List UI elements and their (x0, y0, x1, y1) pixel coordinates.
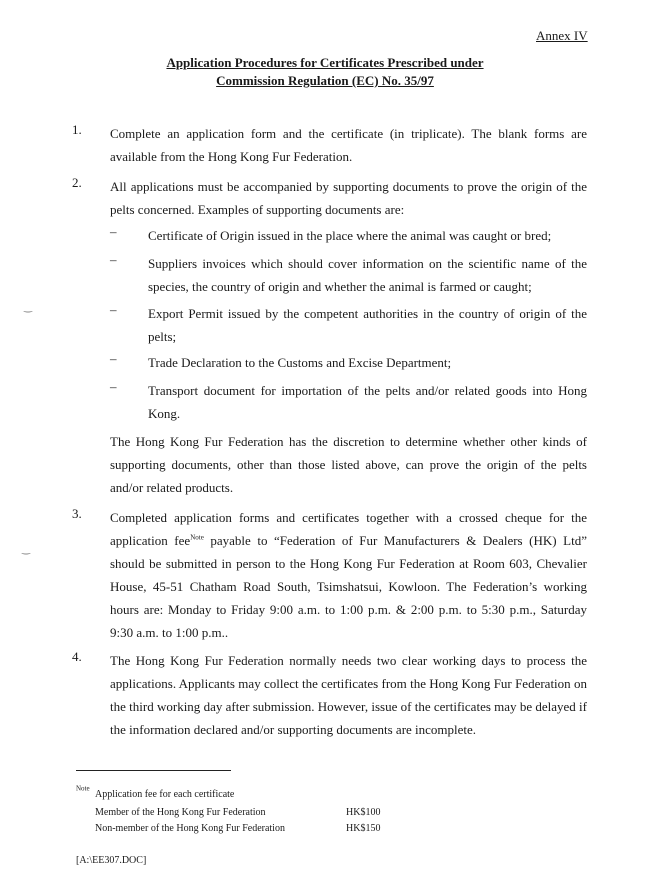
item-text-part-b: payable to “Federation of Fur Manufacturers & Dealers (HK) Ltd” should be submitted in person to the Hong Kong Fur Federation at Room 603, Chevalier House, 45-51 Chatham Road South, Tsimshatsui, Kowloon. The Federation’s working hours are: Monday to Friday 9:00 a.m. to 1:00 p.m. & 2:00 p.m. to 5:30 p.m., Saturday 9:30 a.m. to 1:00 p.m.. (110, 533, 587, 640)
dash-bullet: – (110, 379, 117, 394)
footnote-divider (76, 770, 231, 771)
item-text: All applications must be accompanied by supporting documents to prove the origin of the pelts concerned. Examples of supporting documents are: (110, 179, 587, 217)
item-text: Complete an application form and the certificate (in triplicate). The blank forms are available from the Hong Kong Fur Federation. (110, 126, 587, 164)
fee-row-amount: HK$100 (346, 807, 381, 818)
dash-bullet: – (110, 224, 117, 239)
file-reference: [A:\EE307.DOC] (76, 855, 147, 866)
footnote-note-mark: Note (76, 784, 90, 793)
discretion-text: The Hong Kong Fur Federation has the discretion to determine whether other kinds of supporting documents, other than those listed above, can prove the origin of the pelts and/or related products. (110, 434, 587, 495)
page-title (0, 54, 650, 90)
sub-item-text: Transport document for importation of the pelts and/or related goods into Hong Kong. (148, 383, 587, 421)
sub-item-text: Export Permit issued by the competent authorities in the country of origin of the pelts; (148, 306, 587, 344)
sub-item-text: Trade Declaration to the Customs and Excise Department; (148, 355, 452, 370)
sub-item-text: Certificate of Origin issued in the place where the animal was caught or bred; (148, 228, 552, 243)
item-text-part-a: Completed application forms and certificates together with a crossed cheque for the application fee (110, 510, 587, 548)
item-text: The Hong Kong Fur Federation normally needs two clear working days to process the applications. Applicants may collect the certificates from the Hong Kong Fur Federation on the third working day after submission. However, issue of the certificates may be delayed if the information declared and/or supporting documents are incomplete. (110, 653, 587, 737)
scan-artifact: ‿ (22, 544, 31, 555)
fee-row-label: Member of the Hong Kong Fur Federation (95, 807, 266, 818)
footnote-mark (76, 786, 90, 799)
dash-bullet: – (110, 252, 117, 267)
sub-item-text: Suppliers invoices which should cover information on the scientific name of the species, the country of origin and whether the animal is farmed or caught; (148, 256, 587, 294)
item-number: 1. (72, 122, 82, 137)
scan-artifact: ‿ (24, 302, 33, 313)
fee-row-label: Non-member of the Hong Kong Fur Federation (95, 823, 285, 834)
annex-label: Annex IV (536, 28, 588, 43)
item-number: 3. (72, 506, 82, 521)
item-text (110, 506, 587, 644)
item-number: 2. (72, 175, 82, 190)
title-line-1: Application Procedures for Certificates Prescribed under (166, 55, 484, 70)
dash-bullet: – (110, 351, 117, 366)
dash-bullet: – (110, 302, 117, 317)
item-number: 4. (72, 649, 82, 664)
title-line-2: Commission Regulation (EC) No. 35/97 (216, 73, 434, 88)
footnote-heading: Application fee for each certificate (95, 789, 235, 800)
fee-row-amount: HK$150 (346, 823, 381, 834)
note-reference: Note (190, 533, 204, 542)
